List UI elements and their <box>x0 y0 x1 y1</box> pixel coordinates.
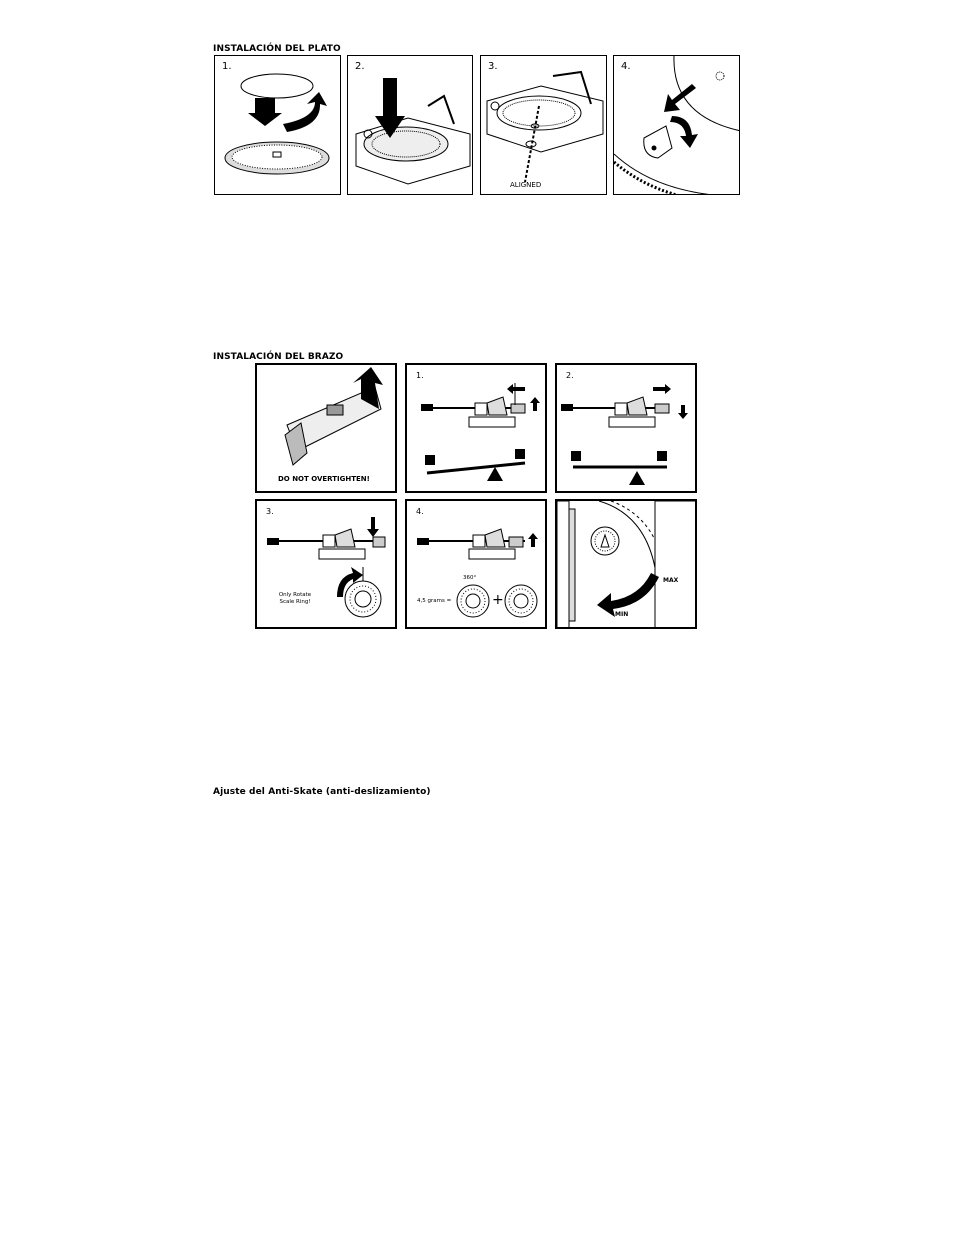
platter-step-1-panel <box>214 55 341 195</box>
step-number: 1. <box>416 371 424 380</box>
balance-leveled-illustration <box>557 365 697 493</box>
tonearm-step-1-panel <box>405 363 547 493</box>
headshell-panel <box>255 363 397 493</box>
belt-hook-illustration <box>614 56 740 195</box>
aligned-caption: ALIGNED <box>510 181 542 189</box>
antiskate-max-label: MAX <box>663 577 679 584</box>
platter-drop-illustration <box>348 56 473 195</box>
platter-lift-illustration <box>215 56 341 195</box>
antiskate-section-heading: Ajuste del Anti-Skate (anti-deslizamiento) <box>213 787 431 797</box>
balance-unbalanced-illustration <box>407 365 547 493</box>
weight-label: 4,5 grams = <box>417 598 452 604</box>
plus-sign: + <box>492 592 504 608</box>
step-number: 1. <box>222 61 232 72</box>
tonearm-section-heading: INSTALACIÓN DEL BRAZO <box>213 352 344 362</box>
headshell-illustration <box>257 365 397 493</box>
platter-section-heading: INSTALACIÓN DEL PLATO <box>213 44 341 54</box>
tonearm-step-3-panel <box>255 499 397 629</box>
step-number: 4. <box>416 507 424 516</box>
step-number: 3. <box>266 507 274 516</box>
tonearm-step-4-panel <box>405 499 547 629</box>
platter-align-illustration <box>481 56 607 195</box>
counterweight-turn-illustration <box>407 501 547 629</box>
tonearm-step-2-panel <box>555 363 697 493</box>
scale-ring-note-line1: Only Rotate <box>278 592 312 598</box>
step-number: 2. <box>355 61 365 72</box>
antiskate-dial-illustration <box>557 501 697 629</box>
antiskate-dial-panel <box>555 499 697 629</box>
overtighten-warning: DO NOT OVERTIGHTEN! <box>278 475 370 483</box>
step-number: 2. <box>566 371 574 380</box>
scale-ring-illustration <box>257 501 397 629</box>
platter-step-4-panel <box>613 55 740 195</box>
scale-ring-note-line2: Scale Ring! <box>279 599 311 605</box>
degrees-label: 360° <box>463 575 477 581</box>
platter-step-3-panel <box>480 55 607 195</box>
antiskate-min-label: MIN <box>615 611 629 618</box>
step-number: 3. <box>488 61 498 72</box>
platter-step-2-panel <box>347 55 473 195</box>
scale-ring-note <box>273 592 317 606</box>
step-number: 4. <box>621 61 631 72</box>
